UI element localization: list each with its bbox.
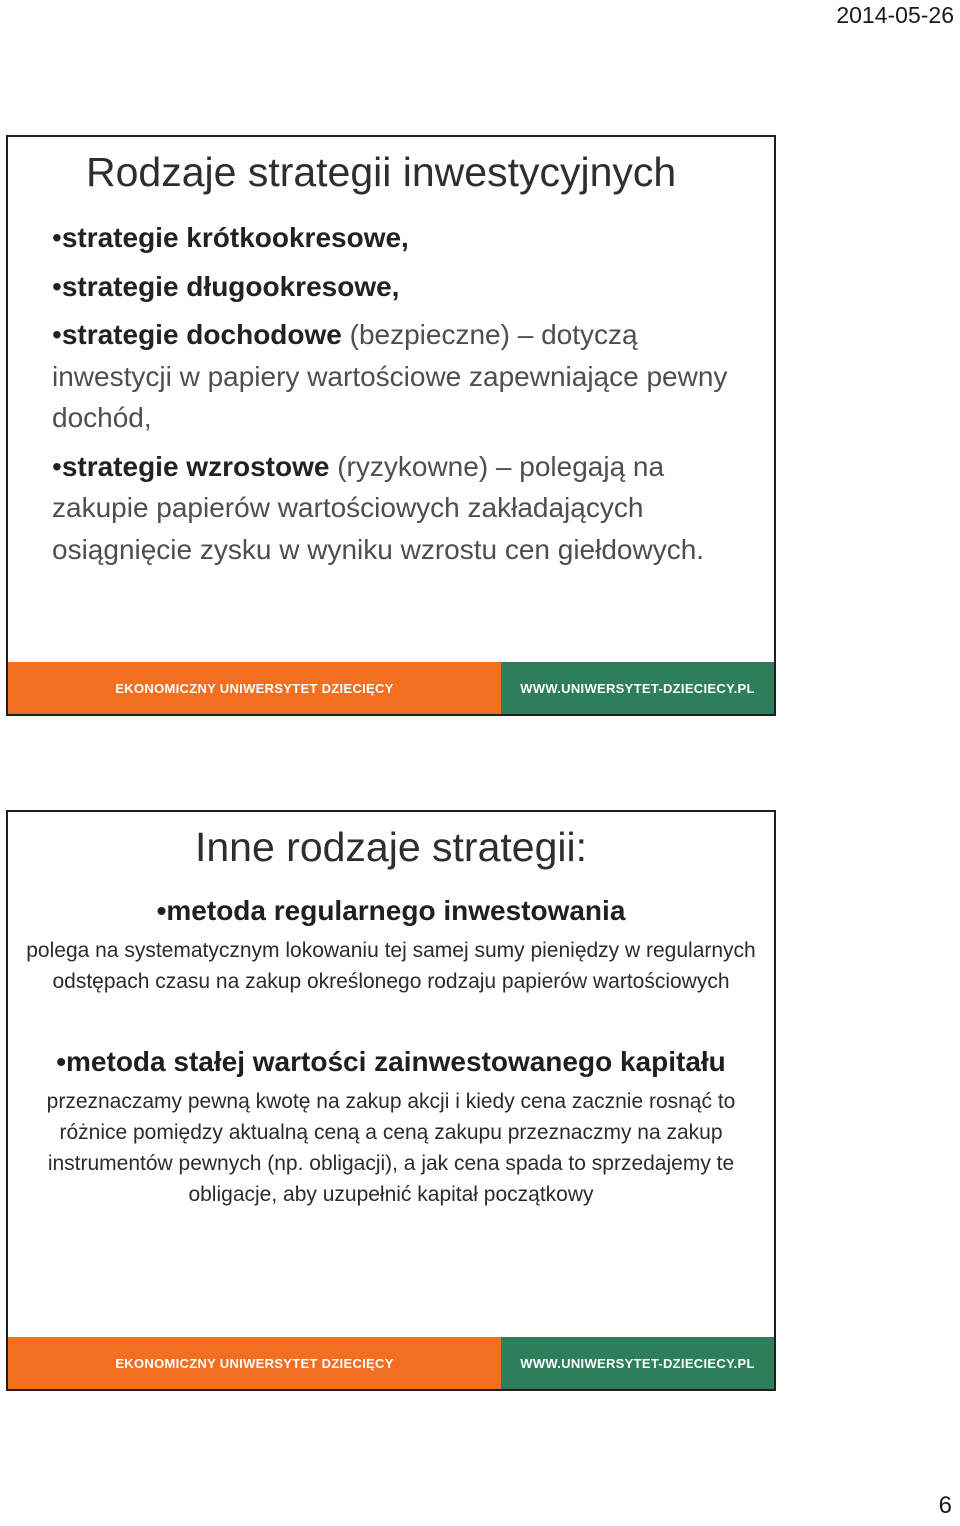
footer-website-link[interactable]: WWW.UNIWERSYTET-DZIECIECY.PL	[501, 662, 774, 714]
slide-footer	[8, 662, 774, 714]
strategy-list	[52, 217, 734, 577]
bullet-icon: •	[52, 270, 62, 302]
strategy-description: (ryzykowne) – polegają na zakupie papierów wartościowych zakładających osiągnięcie zysku w wyniku wzrostu cen giełdowych.	[52, 450, 705, 565]
slide-title: Rodzaje strategii inwestycyjnych	[86, 149, 677, 195]
strategy-term: strategie długookresowe,	[61, 270, 400, 302]
list-item	[52, 266, 734, 308]
slide-title: Inne rodzaje strategii:	[194, 824, 587, 870]
strategy-term: strategie wzrostowe	[61, 450, 330, 482]
strategy-term: strategie krótkookresowe,	[61, 222, 409, 253]
list-item	[52, 446, 734, 571]
footer-brand: EKONOMICZNY UNIWERSYTET DZIECIĘCY	[8, 662, 501, 714]
strategy-term: strategie dochodowe	[61, 319, 342, 350]
method-name: metoda stałej wartości zainwestowanego kapitału	[66, 1046, 726, 1077]
slide-investment-strategies	[6, 135, 776, 716]
slide-footer	[8, 1337, 774, 1389]
page-date: 2014-05-26	[836, 2, 954, 28]
bullet-icon: •	[52, 222, 62, 253]
method-list	[22, 890, 760, 1210]
list-item	[52, 314, 734, 439]
method-name: metoda regularnego inwestowania	[166, 895, 626, 926]
bullet-icon: •	[52, 450, 62, 482]
bullet-icon: •	[52, 319, 62, 350]
footer-website-link[interactable]: WWW.UNIWERSYTET-DZIECIECY.PL	[501, 1337, 774, 1389]
bullet-icon: •	[56, 1046, 67, 1077]
method-description: polega na systematycznym lokowaniu tej samej sumy pieniędzy w regularnych odstępach czasu na zakup określonego rodzaju papierów wartościowych	[26, 939, 756, 993]
slide-other-strategies	[6, 810, 776, 1391]
list-item	[52, 217, 734, 259]
method-heading	[22, 890, 760, 931]
bullet-icon: •	[156, 895, 167, 926]
method-description: przeznaczamy pewną kwotę na zakup akcji i kiedy cena zacznie rosnąć to różnice pomiędzy aktualną ceną a ceną zakupu przeznaczmy na zakup instrumentów pewnych (np. obligacji), a jak cena spada to sprzedajemy te obligacje, aby uzupełnić kapitał początkowy	[46, 1090, 736, 1206]
page-number: 6	[938, 1492, 952, 1519]
strategy-description: (bezpieczne) – dotyczą inwestycji w papiery wartościowe zapewniające pewny dochód,	[52, 319, 728, 433]
method-heading	[22, 1041, 760, 1082]
footer-brand: EKONOMICZNY UNIWERSYTET DZIECIĘCY	[8, 1337, 501, 1389]
